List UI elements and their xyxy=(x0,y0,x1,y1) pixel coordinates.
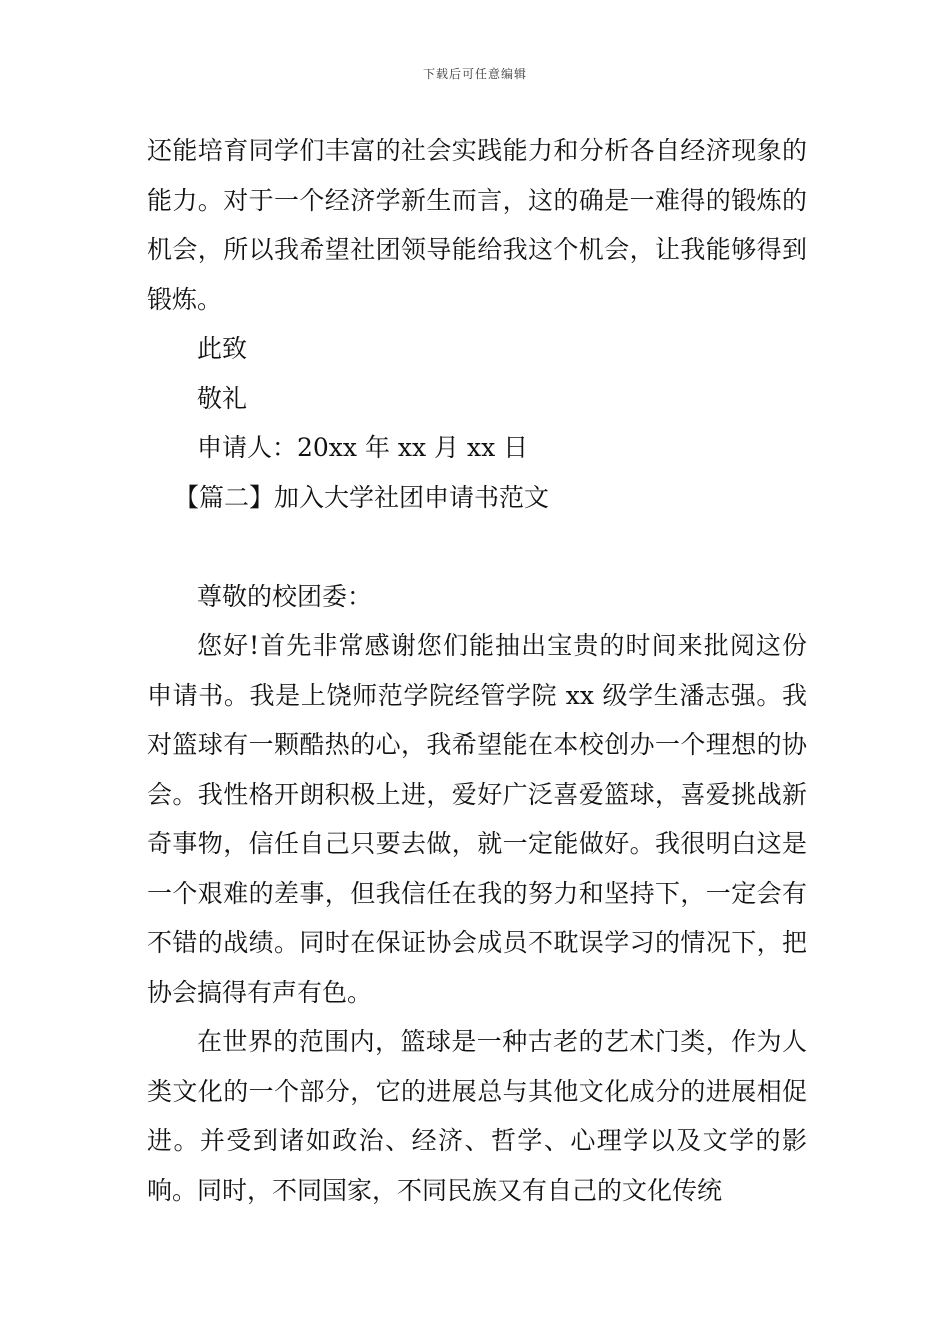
paragraph-intro: 您好!首先非常感谢您们能抽出宝贵的时间来批阅这份申请书。我是上饶师范学院经管学院 xx 级学生潘志强。我对篮球有一颗酷热的心，我希望能在本校创办一个理想的协会。我性格开朗积极上进，爱好广泛喜爱篮球，喜爱挑战新奇事物，信任自己只要去做，就一定能做好。我很明白这是一个艰难的差事，但我信任在我的努力和坚持下，一定会有不错的战绩。同时在保证协会成员不耽误学习的情况下，把协会搞得有声有色。 xyxy=(147,631,807,1007)
paragraph-basketball: 在世界的范围内，篮球是一种古老的艺术门类，作为人类文化的一个部分，它的进展总与其他文化成分的进展相促进。并受到诸如政治、经济、哲学、心理学以及文学的影响。同时，不同国家，不同民族又有自己的文化传统 xyxy=(147,1027,807,1205)
signature-line: 申请人：20xx 年 xx 月 xx 日 xyxy=(197,433,529,462)
section-title: 【篇二】加入大学社团申请书范文 xyxy=(174,482,550,512)
blank-line xyxy=(147,522,807,572)
paragraph-continuation: 还能培育同学们丰富的社会实践能力和分析各自经济现象的能力。对于一个经济学新生而言，这的确是一难得的锻炼的机会，所以我希望社团领导能给我这个机会，让我能够得到锻炼。 xyxy=(147,136,807,314)
closing-line-cizhi: 此致 xyxy=(197,334,248,363)
page-header-note: 下载后可任意编辑 xyxy=(422,67,527,81)
closing-line-jingli: 敬礼 xyxy=(197,383,248,413)
document-body xyxy=(147,126,807,1215)
salutation: 尊敬的校团委： xyxy=(197,581,373,611)
